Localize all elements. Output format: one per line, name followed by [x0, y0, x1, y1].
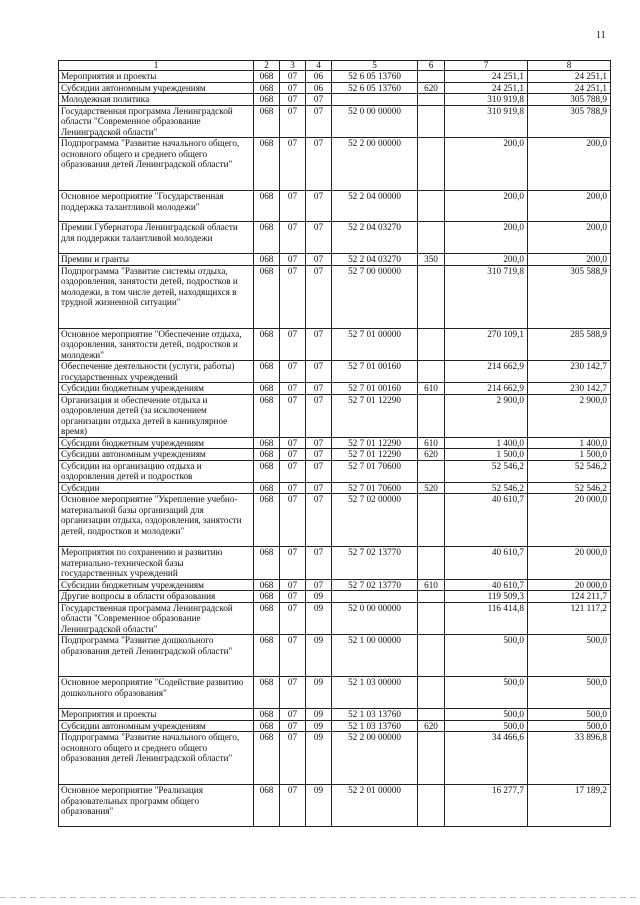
expense-type-cell	[418, 361, 445, 383]
amount-year1-cell: 310 719,8	[445, 265, 528, 328]
amount-year2-cell: 200,0	[528, 191, 611, 222]
amount-year2-cell: 285 588,9	[528, 328, 611, 361]
expense-type-cell	[418, 71, 445, 83]
ministry-code-cell: 068	[254, 265, 280, 328]
expense-type-cell	[418, 709, 445, 721]
section-code-cell: 07	[280, 677, 306, 709]
table-row	[59, 635, 611, 677]
section-code-cell: 07	[280, 482, 306, 494]
table-row	[59, 547, 611, 580]
amount-year1-cell: 40 610,7	[445, 579, 528, 591]
amount-year1-cell: 310 919,8	[445, 105, 528, 138]
page-number: 11	[596, 30, 606, 41]
subsection-code-cell: 07	[306, 328, 332, 361]
table-row	[59, 222, 611, 254]
name-cell: Обеспечение деятельности (услуги, работы) государственных учреждений	[59, 361, 254, 383]
amount-year1-cell: 270 109,1	[445, 328, 528, 361]
section-code-cell: 07	[280, 720, 306, 732]
table-row	[59, 579, 611, 591]
name-cell: Основное мероприятие "Обеспечение отдыха, оздоровления, занятости детей, подростков и молодежи"	[59, 328, 254, 361]
name-cell: Подпрограмма "Развитие начального общего, основного общего и среднего общего образования детей Ленинградской области"	[59, 138, 254, 191]
amount-year1-cell: 214 662,9	[445, 383, 528, 395]
subsection-code-cell: 07	[306, 449, 332, 461]
table-row	[59, 482, 611, 494]
subsection-code-cell: 07	[306, 265, 332, 328]
name-cell: Субсидии	[59, 482, 254, 494]
amount-year2-cell: 200,0	[528, 138, 611, 191]
target-article-cell: 52 7 01 12290	[332, 449, 418, 461]
expense-type-cell: 620	[418, 449, 445, 461]
expense-type-cell	[418, 222, 445, 254]
amount-year2-cell: 24 251,1	[528, 82, 611, 94]
table-row	[59, 394, 611, 437]
section-code-cell: 07	[280, 460, 306, 482]
amount-year1-cell: 200,0	[445, 254, 528, 266]
subsection-code-cell: 07	[306, 394, 332, 437]
target-article-cell: 52 7 02 00000	[332, 494, 418, 547]
table-row	[59, 82, 611, 94]
name-cell: Основное мероприятие "Государственная поддержка талантливой молодежи"	[59, 191, 254, 222]
ministry-code-cell: 068	[254, 579, 280, 591]
table-row	[59, 254, 611, 266]
target-article-cell: 52 0 00 00000	[332, 105, 418, 138]
amount-year2-cell: 305 788,9	[528, 105, 611, 138]
subsection-code-cell: 09	[306, 720, 332, 732]
subsection-code-cell: 06	[306, 71, 332, 83]
expense-type-cell	[418, 547, 445, 580]
target-article-cell: 52 1 03 00000	[332, 677, 418, 709]
name-cell: Премии Губернатора Ленинградской области для поддержки талантливой молодежи	[59, 222, 254, 254]
table-row	[59, 105, 611, 138]
name-cell: Основное мероприятие "Содействие развитию дошкольного образования"	[59, 677, 254, 709]
target-article-cell: 52 7 00 00000	[332, 265, 418, 328]
subsection-code-cell: 09	[306, 785, 332, 827]
ministry-code-cell: 068	[254, 732, 280, 785]
table-row	[59, 383, 611, 395]
header-cell-7: 7	[445, 61, 528, 71]
target-article-cell: 52 6 05 13760	[332, 71, 418, 83]
section-code-cell: 07	[280, 254, 306, 266]
amount-year2-cell: 200,0	[528, 254, 611, 266]
name-cell: Премии и гранты	[59, 254, 254, 266]
name-cell: Субсидии автономным учреждениям	[59, 82, 254, 94]
name-cell: Субсидии на организацию отдыха и оздоровления детей и подростков	[59, 460, 254, 482]
expense-type-cell: 620	[418, 82, 445, 94]
section-code-cell: 07	[280, 494, 306, 547]
amount-year1-cell: 52 546,2	[445, 482, 528, 494]
target-article-cell: 52 7 01 12290	[332, 437, 418, 449]
expense-type-cell	[418, 494, 445, 547]
ministry-code-cell: 068	[254, 709, 280, 721]
amount-year1-cell: 52 546,2	[445, 460, 528, 482]
table-row	[59, 437, 611, 449]
table-row	[59, 460, 611, 482]
header-cell-3: 3	[280, 61, 306, 71]
header-cell-2: 2	[254, 61, 280, 71]
target-article-cell: 52 2 04 03270	[332, 222, 418, 254]
amount-year1-cell: 500,0	[445, 677, 528, 709]
target-article-cell: 52 1 03 13760	[332, 709, 418, 721]
amount-year2-cell: 121 117,2	[528, 602, 611, 635]
section-code-cell: 07	[280, 265, 306, 328]
table-row	[59, 677, 611, 709]
amount-year2-cell: 305 788,9	[528, 94, 611, 106]
header-cell-1: 1	[59, 61, 254, 71]
section-code-cell: 07	[280, 138, 306, 191]
section-code-cell: 07	[280, 449, 306, 461]
ministry-code-cell: 068	[254, 383, 280, 395]
subsection-code-cell: 07	[306, 105, 332, 138]
name-cell: Организация и обеспечение отдыха и оздоровления детей (за исключением организации отдыха детей в каникулярное время)	[59, 394, 254, 437]
expense-type-cell	[418, 191, 445, 222]
subsection-code-cell: 09	[306, 709, 332, 721]
subsection-code-cell: 07	[306, 222, 332, 254]
amount-year1-cell: 500,0	[445, 709, 528, 721]
target-article-cell: 52 7 01 70600	[332, 482, 418, 494]
name-cell: Подпрограмма "Развитие дошкольного образования детей Ленинградской области"	[59, 635, 254, 677]
amount-year2-cell: 230 142,7	[528, 361, 611, 383]
expense-type-cell: 610	[418, 383, 445, 395]
section-code-cell: 07	[280, 328, 306, 361]
expense-type-cell	[418, 785, 445, 827]
table-row	[59, 361, 611, 383]
amount-year1-cell: 500,0	[445, 635, 528, 677]
target-article-cell: 52 6 05 13760	[332, 82, 418, 94]
expense-type-cell	[418, 460, 445, 482]
amount-year1-cell: 40 610,7	[445, 494, 528, 547]
amount-year1-cell: 310 919,8	[445, 94, 528, 106]
subsection-code-cell: 07	[306, 460, 332, 482]
subsection-code-cell: 07	[306, 383, 332, 395]
target-article-cell: 52 2 00 00000	[332, 138, 418, 191]
amount-year1-cell: 214 662,9	[445, 361, 528, 383]
expense-type-cell	[418, 591, 445, 603]
ministry-code-cell: 068	[254, 482, 280, 494]
name-cell: Субсидии бюджетным учреждениям	[59, 437, 254, 449]
ministry-code-cell: 068	[254, 71, 280, 83]
section-code-cell: 07	[280, 591, 306, 603]
amount-year1-cell: 24 251,1	[445, 71, 528, 83]
table-row	[59, 449, 611, 461]
target-article-cell	[332, 94, 418, 106]
amount-year1-cell: 1 400,0	[445, 437, 528, 449]
subsection-code-cell: 09	[306, 591, 332, 603]
ministry-code-cell: 068	[254, 254, 280, 266]
budget-table	[58, 60, 611, 827]
expense-type-cell	[418, 105, 445, 138]
name-cell: Государственная программа Ленинградской области "Современное образование Ленинградской области"	[59, 105, 254, 138]
table-row	[59, 71, 611, 83]
target-article-cell: 52 1 03 13760	[332, 720, 418, 732]
header-cell-4: 4	[306, 61, 332, 71]
name-cell: Мероприятия и проекты	[59, 71, 254, 83]
target-article-cell: 52 7 01 12290	[332, 394, 418, 437]
ministry-code-cell: 068	[254, 602, 280, 635]
table-row	[59, 720, 611, 732]
section-code-cell: 07	[280, 222, 306, 254]
section-code-cell: 07	[280, 94, 306, 106]
expense-type-cell	[418, 635, 445, 677]
name-cell: Государственная программа Ленинградской области "Современное образование Ленинградской области"	[59, 602, 254, 635]
table-row	[59, 191, 611, 222]
ministry-code-cell: 068	[254, 785, 280, 827]
target-article-cell: 52 7 01 00160	[332, 383, 418, 395]
amount-year1-cell: 1 500,0	[445, 449, 528, 461]
table-row	[59, 732, 611, 785]
subsection-code-cell: 07	[306, 437, 332, 449]
section-code-cell: 07	[280, 709, 306, 721]
ministry-code-cell: 068	[254, 105, 280, 138]
table-row	[59, 138, 611, 191]
amount-year1-cell: 119 509,3	[445, 591, 528, 603]
ministry-code-cell: 068	[254, 591, 280, 603]
amount-year1-cell: 34 466,6	[445, 732, 528, 785]
expense-type-cell	[418, 328, 445, 361]
subsection-code-cell: 09	[306, 732, 332, 785]
section-code-cell: 07	[280, 602, 306, 635]
table-row	[59, 265, 611, 328]
section-code-cell: 07	[280, 635, 306, 677]
expense-type-cell	[418, 677, 445, 709]
ministry-code-cell: 068	[254, 635, 280, 677]
target-article-cell	[332, 591, 418, 603]
section-code-cell: 07	[280, 361, 306, 383]
expense-type-cell: 520	[418, 482, 445, 494]
name-cell: Основное мероприятие "Реализация образовательных программ общего образования"	[59, 785, 254, 827]
amount-year2-cell: 24 251,1	[528, 71, 611, 83]
header-cell-8: 8	[528, 61, 611, 71]
ministry-code-cell: 068	[254, 328, 280, 361]
subsection-code-cell: 07	[306, 547, 332, 580]
section-code-cell: 07	[280, 785, 306, 827]
ministry-code-cell: 068	[254, 361, 280, 383]
amount-year1-cell: 200,0	[445, 191, 528, 222]
header-row	[59, 61, 611, 71]
name-cell: Мероприятия по сохранению и развитию материально-технической базы государственных учреждений	[59, 547, 254, 580]
amount-year2-cell: 500,0	[528, 635, 611, 677]
table-row	[59, 785, 611, 827]
target-article-cell: 52 2 04 00000	[332, 191, 418, 222]
amount-year2-cell: 500,0	[528, 677, 611, 709]
table-row	[59, 602, 611, 635]
subsection-code-cell: 09	[306, 602, 332, 635]
target-article-cell: 52 7 01 00160	[332, 361, 418, 383]
section-code-cell: 07	[280, 394, 306, 437]
subsection-code-cell: 07	[306, 579, 332, 591]
expense-type-cell	[418, 602, 445, 635]
expense-type-cell	[418, 138, 445, 191]
amount-year2-cell: 33 896,8	[528, 732, 611, 785]
amount-year2-cell: 124 211,7	[528, 591, 611, 603]
target-article-cell: 52 2 04 03270	[332, 254, 418, 266]
amount-year2-cell: 20 000,0	[528, 494, 611, 547]
ministry-code-cell: 068	[254, 138, 280, 191]
amount-year2-cell: 20 000,0	[528, 547, 611, 580]
ministry-code-cell: 068	[254, 191, 280, 222]
amount-year2-cell: 500,0	[528, 720, 611, 732]
name-cell: Мероприятия и проекты	[59, 709, 254, 721]
header-cell-5: 5	[332, 61, 418, 71]
amount-year2-cell: 52 546,2	[528, 460, 611, 482]
expense-type-cell: 610	[418, 579, 445, 591]
amount-year2-cell: 52 546,2	[528, 482, 611, 494]
amount-year1-cell: 200,0	[445, 222, 528, 254]
table-row	[59, 709, 611, 721]
amount-year2-cell: 20 000,0	[528, 579, 611, 591]
ministry-code-cell: 068	[254, 449, 280, 461]
subsection-code-cell: 07	[306, 494, 332, 547]
section-code-cell: 07	[280, 82, 306, 94]
name-cell: Основное мероприятие "Укрепление учебно-материальной базы организаций для организации отдыха, оздоровления, занятости детей, подростков и молодежи"	[59, 494, 254, 547]
amount-year1-cell: 2 900,0	[445, 394, 528, 437]
target-article-cell: 52 1 00 00000	[332, 635, 418, 677]
amount-year1-cell: 24 251,1	[445, 82, 528, 94]
target-article-cell: 52 2 00 00000	[332, 732, 418, 785]
subsection-code-cell: 07	[306, 254, 332, 266]
name-cell: Субсидии бюджетным учреждениям	[59, 383, 254, 395]
subsection-code-cell: 07	[306, 94, 332, 106]
amount-year2-cell: 200,0	[528, 222, 611, 254]
ministry-code-cell: 068	[254, 677, 280, 709]
name-cell: Подпрограмма "Развитие системы отдыха, оздоровления, занятости детей, подростков и молодежи, в том числе детей, находящихся в трудной жизненной ситуации"	[59, 265, 254, 328]
ministry-code-cell: 068	[254, 460, 280, 482]
header-cell-6: 6	[418, 61, 445, 71]
amount-year2-cell: 17 189,2	[528, 785, 611, 827]
expense-type-cell	[418, 94, 445, 106]
table-row	[59, 328, 611, 361]
ministry-code-cell: 068	[254, 82, 280, 94]
target-article-cell: 52 0 00 00000	[332, 602, 418, 635]
expense-type-cell	[418, 265, 445, 328]
expense-type-cell: 620	[418, 720, 445, 732]
scan-edge-line	[0, 897, 640, 898]
expense-type-cell	[418, 394, 445, 437]
ministry-code-cell: 068	[254, 547, 280, 580]
subsection-code-cell: 07	[306, 191, 332, 222]
expense-type-cell	[418, 732, 445, 785]
subsection-code-cell: 09	[306, 677, 332, 709]
target-article-cell: 52 2 01 00000	[332, 785, 418, 827]
table-row	[59, 494, 611, 547]
section-code-cell: 07	[280, 732, 306, 785]
table-row	[59, 94, 611, 106]
amount-year1-cell: 116 414,8	[445, 602, 528, 635]
amount-year2-cell: 305 588,9	[528, 265, 611, 328]
amount-year2-cell: 500,0	[528, 709, 611, 721]
section-code-cell: 07	[280, 383, 306, 395]
section-code-cell: 07	[280, 437, 306, 449]
subsection-code-cell: 07	[306, 138, 332, 191]
ministry-code-cell: 068	[254, 494, 280, 547]
amount-year1-cell: 40 610,7	[445, 547, 528, 580]
amount-year1-cell: 16 277,7	[445, 785, 528, 827]
name-cell: Другие вопросы в области образования	[59, 591, 254, 603]
section-code-cell: 07	[280, 191, 306, 222]
target-article-cell: 52 7 02 13770	[332, 579, 418, 591]
name-cell: Молодежная политика	[59, 94, 254, 106]
name-cell: Субсидии автономным учреждениям	[59, 449, 254, 461]
subsection-code-cell: 09	[306, 635, 332, 677]
section-code-cell: 07	[280, 71, 306, 83]
ministry-code-cell: 068	[254, 222, 280, 254]
ministry-code-cell: 068	[254, 94, 280, 106]
expense-type-cell: 350	[418, 254, 445, 266]
section-code-cell: 07	[280, 579, 306, 591]
subsection-code-cell: 06	[306, 82, 332, 94]
target-article-cell: 52 7 01 00000	[332, 328, 418, 361]
section-code-cell: 07	[280, 547, 306, 580]
target-article-cell: 52 7 02 13770	[332, 547, 418, 580]
subsection-code-cell: 07	[306, 361, 332, 383]
amount-year1-cell: 200,0	[445, 138, 528, 191]
name-cell: Подпрограмма "Развитие начального общего, основного общего и среднего общего образования детей Ленинградской области"	[59, 732, 254, 785]
amount-year1-cell: 500,0	[445, 720, 528, 732]
expense-type-cell: 610	[418, 437, 445, 449]
ministry-code-cell: 068	[254, 394, 280, 437]
ministry-code-cell: 068	[254, 720, 280, 732]
name-cell: Субсидии автономным учреждениям	[59, 720, 254, 732]
section-code-cell: 07	[280, 105, 306, 138]
ministry-code-cell: 068	[254, 437, 280, 449]
subsection-code-cell: 07	[306, 482, 332, 494]
target-article-cell: 52 7 01 70600	[332, 460, 418, 482]
amount-year2-cell: 1 400,0	[528, 437, 611, 449]
amount-year2-cell: 230 142,7	[528, 383, 611, 395]
table-row	[59, 591, 611, 603]
amount-year2-cell: 1 500,0	[528, 449, 611, 461]
amount-year2-cell: 2 900,0	[528, 394, 611, 437]
name-cell: Субсидии бюджетным учреждениям	[59, 579, 254, 591]
